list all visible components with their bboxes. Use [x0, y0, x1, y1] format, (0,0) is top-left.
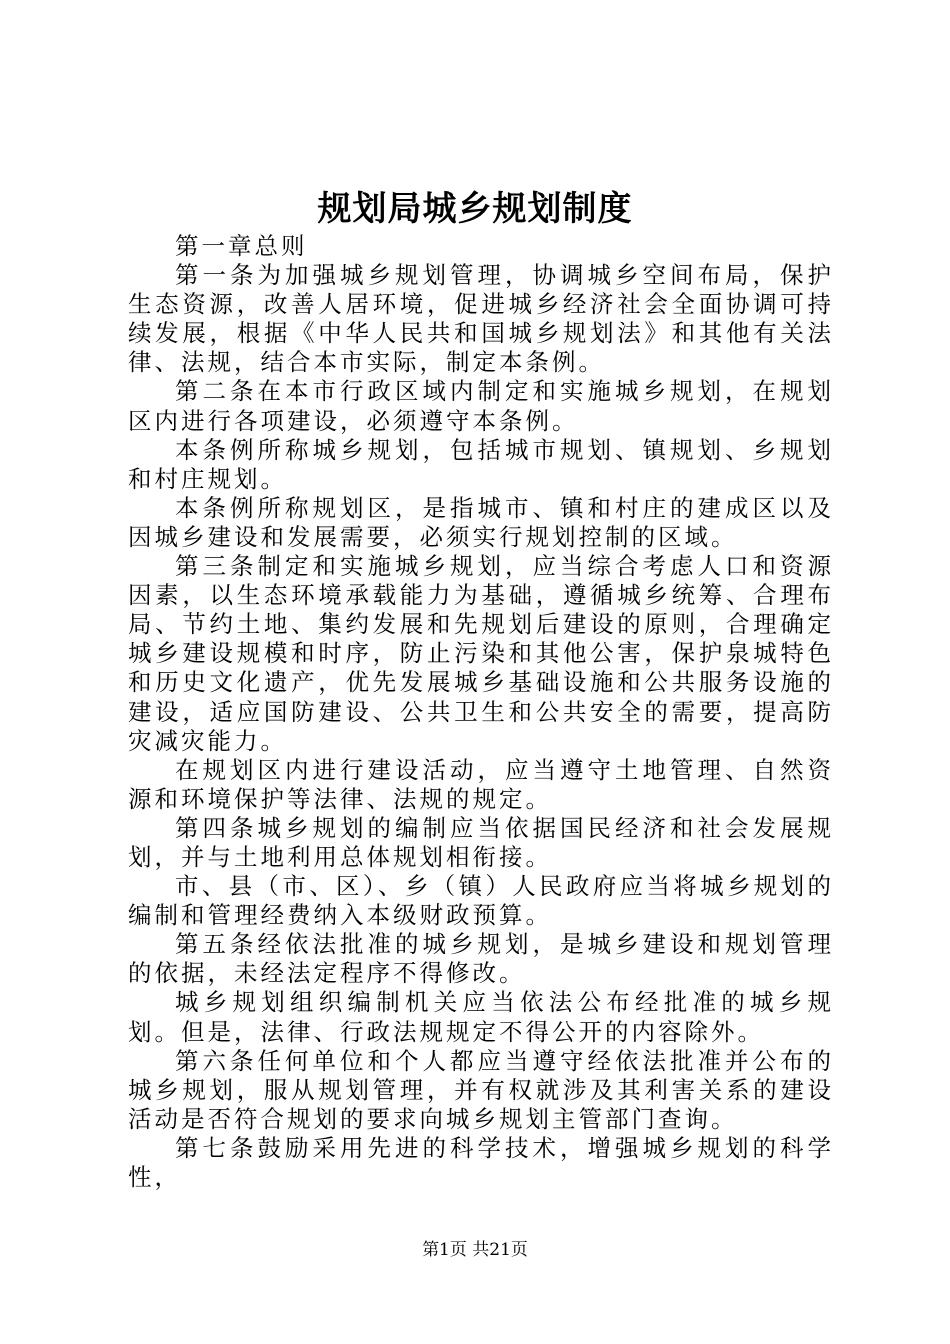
paragraph: 第七条鼓励采用先进的科学技术，增强城乡规划的科学性，	[128, 1133, 834, 1191]
paragraph: 本条例所称城乡规划，包括城市规划、镇规划、乡规划和村庄规划。	[128, 435, 834, 493]
paragraph: 城乡规划组织编制机关应当依法公布经批准的城乡规划。但是，法律、行政法规规定不得公开的内容除外。	[128, 988, 834, 1046]
document-body	[128, 232, 834, 1192]
chapter-heading: 第一章总则	[175, 232, 308, 260]
paragraph: 在规划区内进行建设活动，应当遵守土地管理、自然资源和环境保护等法律、法规的规定。	[128, 755, 834, 813]
paragraph: 本条例所称规划区，是指城市、镇和村庄的建成区以及因城乡建设和发展需要，必须实行规划控制的区域。	[128, 493, 834, 551]
document-title: 规划局城乡规划制度	[317, 189, 633, 229]
paragraph: 市、县（市、区）、乡（镇）人民政府应当将城乡规划的编制和管理经费纳入本级财政预算。	[128, 872, 834, 930]
paragraph: 第六条任何单位和个人都应当遵守经依法批准并公布的城乡规划，服从规划管理，并有权就涉及其利害关系的建设活动是否符合规划的要求向城乡规划主管部门查询。	[128, 1046, 834, 1133]
paragraph: 第一条为加强城乡规划管理，协调城乡空间布局，保护生态资源，改善人居环境，促进城乡经济社会全面协调可持续发展，根据《中华人民共和国城乡规划法》和其他有关法律、法规，结合本市实际，制定本条例。	[128, 261, 834, 377]
paragraph: 第三条制定和实施城乡规划，应当综合考虑人口和资源因素，以生态环境承载能力为基础，遵循城乡统筹、合理布局、节约土地、集约发展和先规划后建设的原则，合理确定城乡建设规模和时序，防止污染和其他公害，保护泉城特色和历史文化遗产，优先发展城乡基础设施和公共服务设施的建设，适应国防建设、公共卫生和公共安全的需要，提高防灾减灾能力。	[128, 552, 834, 755]
paragraph: 第五条经依法批准的城乡规划，是城乡建设和规划管理的依据，未经法定程序不得修改。	[128, 930, 834, 988]
page-number-footer: 第1页 共21页	[422, 1240, 528, 1260]
paragraph: 第二条在本市行政区域内制定和实施城乡规划，在规划区内进行各项建设，必须遵守本条例。	[128, 377, 834, 435]
paragraph: 第四条城乡规划的编制应当依据国民经济和社会发展规划，并与土地利用总体规划相衔接。	[128, 813, 834, 871]
